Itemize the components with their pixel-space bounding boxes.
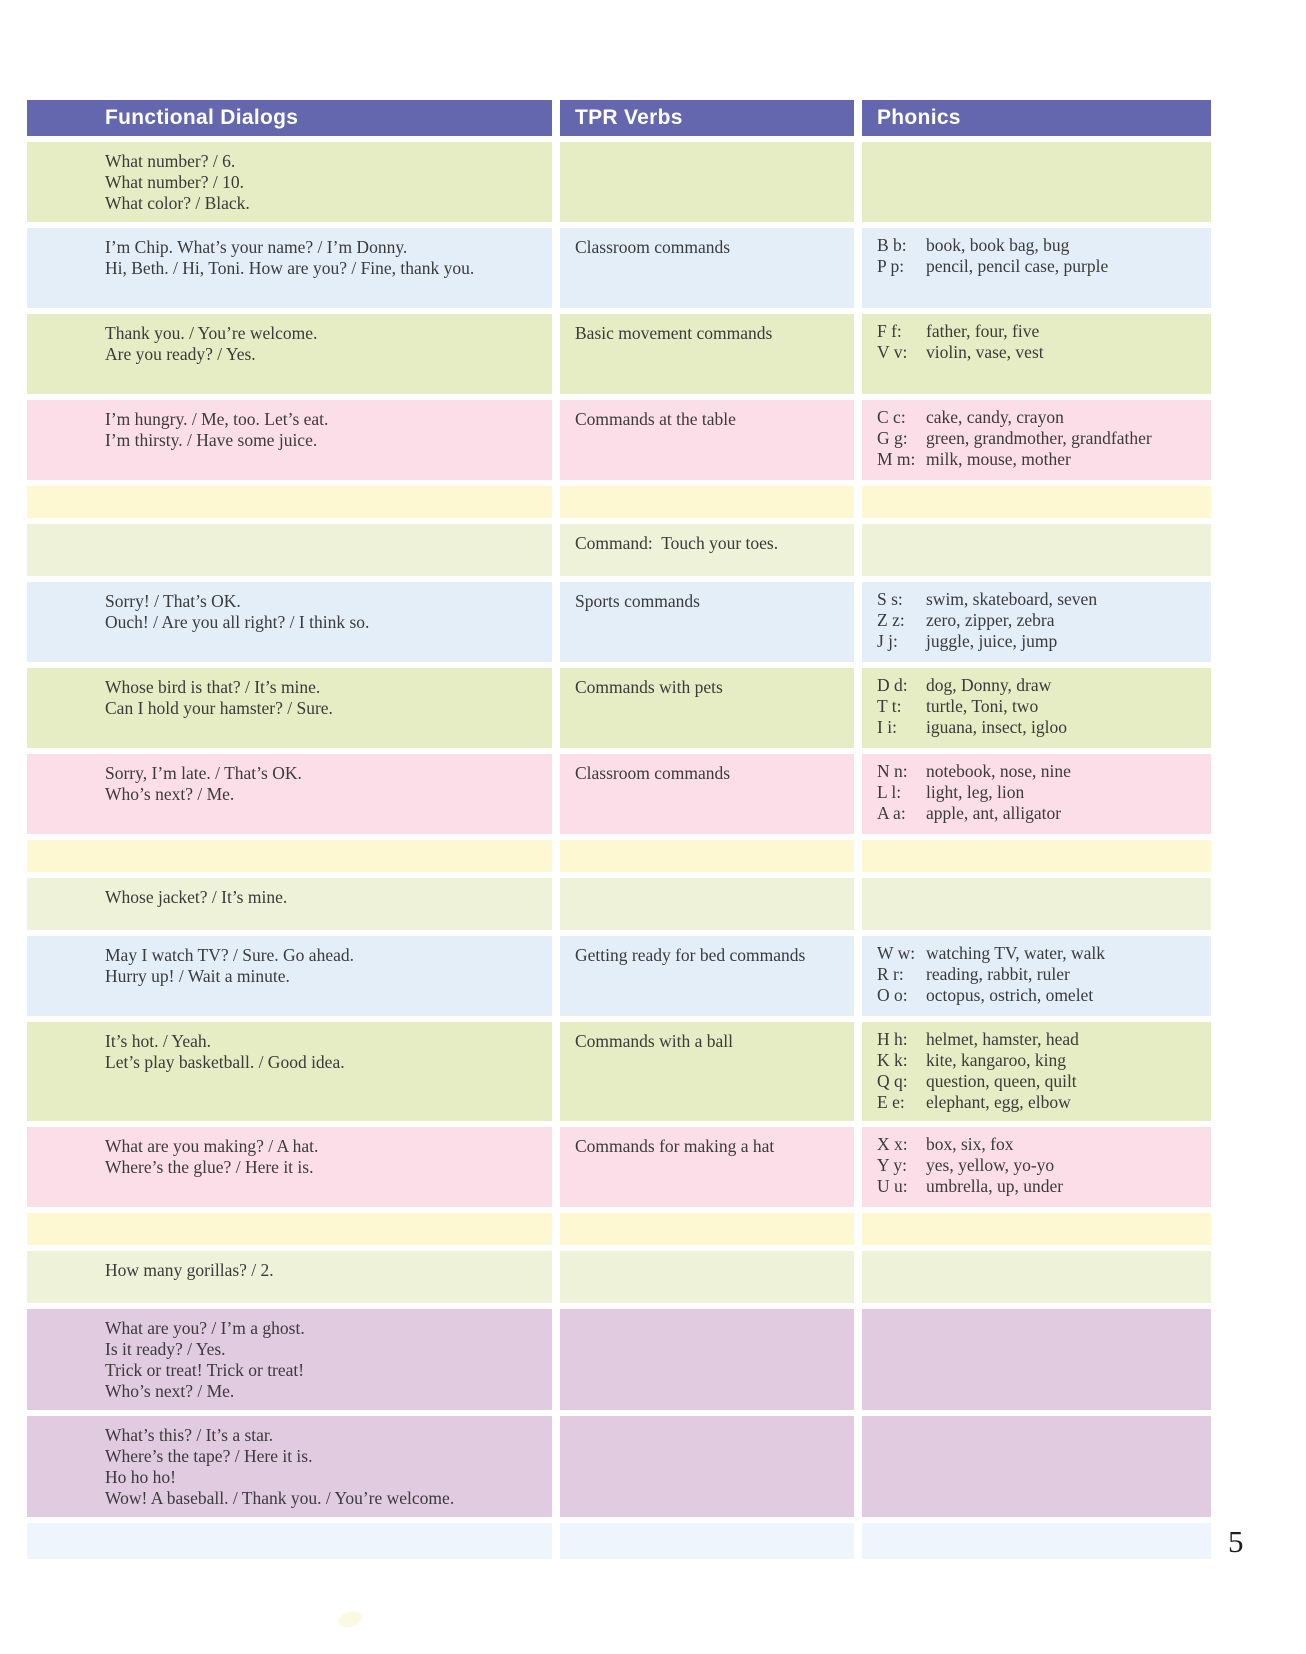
tpr-cell [560,1416,854,1517]
tpr-cell [560,1523,854,1559]
dialog-line: Are you ready? / Yes. [105,344,256,364]
phonics-line [877,631,1205,652]
dialog-line: Ho ho ho! [105,1467,176,1487]
phonics-cell [862,582,1211,662]
tpr-text: Basic movement commands [575,323,773,343]
phonics-words: juggle, juice, jump [926,631,1058,651]
dialog-line: Sorry! / That’s OK. [105,591,241,611]
tpr-cell [560,840,854,872]
dialog-line: Who’s next? / Me. [105,784,235,804]
dialog-line: Where’s the tape? / Here it is. [105,1446,313,1466]
table-header-row [27,100,1211,136]
phonics-words: turtle, Toni, two [926,696,1039,716]
phonics-cell [862,840,1211,872]
phonics-words: octopus, ostrich, omelet [926,985,1094,1005]
phonics-line [877,428,1205,449]
phonics-words: reading, rabbit, ruler [926,964,1070,984]
phonics-letters: E e: [877,1092,905,1112]
phonics-cell [862,524,1211,576]
phonics-letters: H h: [877,1029,908,1049]
dialogs-cell [27,1416,552,1517]
phonics-words: book, book bag, bug [926,235,1070,255]
dialog-line: Whose jacket? / It’s mine. [105,887,288,907]
phonics-line [877,342,1205,363]
phonics-line [877,803,1205,824]
tpr-text: Sports commands [575,591,700,611]
phonics-letters: D d: [877,675,908,695]
dialog-line: Trick or treat! Trick or treat! [105,1360,305,1380]
dialog-line: Let’s play basketball. / Good idea. [105,1052,345,1072]
phonics-words: father, four, five [926,321,1040,341]
table-row [27,1251,1211,1303]
header-tpr-verbs: TPR Verbs [560,100,854,136]
dialogs-cell [27,840,552,872]
dialog-line: What number? / 10. [105,172,244,192]
tpr-cell [560,228,854,308]
table-row [27,1213,1211,1245]
dialog-line: Where’s the glue? / Here it is. [105,1157,314,1177]
phonics-line [877,1155,1205,1176]
dialogs-cell [27,1213,552,1245]
dialogs-cell [27,1309,552,1410]
phonics-letters: P p: [877,256,905,276]
phonics-cell [862,668,1211,748]
phonics-words: notebook, nose, nine [926,761,1071,781]
phonics-words: iguana, insect, igloo [926,717,1067,737]
phonics-line [877,1176,1205,1197]
phonics-line [877,321,1205,342]
phonics-cell [862,314,1211,394]
table-row [27,668,1211,748]
phonics-letters: Y y: [877,1155,907,1175]
phonics-letters: W w: [877,943,916,963]
dialogs-cell [27,400,552,480]
table-row [27,314,1211,394]
tpr-cell [560,1022,854,1121]
phonics-line [877,235,1205,256]
phonics-cell [862,1416,1211,1517]
table-row [27,1309,1211,1410]
table-row [27,228,1211,308]
dialog-line: Who’s next? / Me. [105,1381,235,1401]
phonics-words: umbrella, up, under [926,1176,1064,1196]
dialog-line: It’s hot. / Yeah. [105,1031,211,1051]
phonics-letters: Z z: [877,610,905,630]
phonics-words: apple, ant, alligator [926,803,1062,823]
table-row [27,936,1211,1016]
table-row [27,486,1211,518]
dialog-line: I’m Chip. What’s your name? / I’m Donny. [105,237,408,257]
table-row [27,754,1211,834]
tpr-cell [560,524,854,576]
phonics-words: cake, candy, crayon [926,407,1064,427]
phonics-words: light, leg, lion [926,782,1025,802]
tpr-cell [560,668,854,748]
table-row [27,524,1211,576]
dialogs-cell [27,1022,552,1121]
phonics-cell [862,486,1211,518]
table-row [27,582,1211,662]
phonics-letters: I i: [877,717,897,737]
phonics-line [877,782,1205,803]
phonics-letters: A a: [877,803,906,823]
phonics-line [877,675,1205,696]
tpr-text: Commands at the table [575,409,736,429]
phonics-letters: X x: [877,1134,908,1154]
phonics-cell [862,1523,1211,1559]
table-row [27,1416,1211,1517]
tpr-cell [560,754,854,834]
phonics-letters: V v: [877,342,908,362]
phonics-letters: G g: [877,428,908,448]
scope-sequence-table [27,100,1211,1565]
dialogs-cell [27,228,552,308]
phonics-letters: K k: [877,1050,908,1070]
tpr-cell [560,1251,854,1303]
phonics-line [877,1050,1205,1071]
dialog-line: May I watch TV? / Sure. Go ahead. [105,945,354,965]
phonics-line [877,696,1205,717]
phonics-words: green, grandmother, grandfather [926,428,1152,448]
phonics-letters: R r: [877,964,904,984]
dialog-line: I’m hungry. / Me, too. Let’s eat. [105,409,329,429]
dialog-line: Can I hold your hamster? / Sure. [105,698,333,718]
header-phonics: Phonics [862,100,1211,136]
phonics-line [877,256,1205,277]
print-artifact-speck [336,1609,363,1631]
table-body [27,142,1211,1559]
header-functional-dialogs: Functional Dialogs [27,100,552,136]
tpr-text: Getting ready for bed commands [575,945,806,965]
phonics-words: box, six, fox [926,1134,1014,1154]
tpr-cell [560,314,854,394]
phonics-cell [862,1251,1211,1303]
tpr-cell [560,400,854,480]
phonics-words: violin, vase, vest [926,342,1044,362]
phonics-line [877,449,1205,470]
dialog-line: Is it ready? / Yes. [105,1339,226,1359]
dialogs-cell [27,1251,552,1303]
table-row [27,142,1211,222]
phonics-words: milk, mouse, mother [926,449,1071,469]
tpr-cell [560,486,854,518]
phonics-line [877,1092,1205,1113]
table-row [27,1523,1211,1559]
phonics-words: watching TV, water, walk [926,943,1105,963]
dialog-line: What’s this? / It’s a star. [105,1425,274,1445]
table-row [27,1022,1211,1121]
dialogs-cell [27,668,552,748]
phonics-line [877,1134,1205,1155]
tpr-text: Commands for making a hat [575,1136,775,1156]
dialog-line: Whose bird is that? / It’s mine. [105,677,321,697]
dialogs-cell [27,486,552,518]
phonics-cell [862,1309,1211,1410]
phonics-letters: M m: [877,449,916,469]
phonics-letters: T t: [877,696,902,716]
phonics-line [877,1071,1205,1092]
tpr-text: Commands with pets [575,677,723,697]
phonics-words: pencil, pencil case, purple [926,256,1109,276]
phonics-cell [862,142,1211,222]
tpr-cell [560,1127,854,1207]
dialog-line: Thank you. / You’re welcome. [105,323,318,343]
phonics-words: zero, zipper, zebra [926,610,1055,630]
phonics-letters: U u: [877,1176,908,1196]
table-row [27,1127,1211,1207]
phonics-letters: C c: [877,407,906,427]
phonics-words: yes, yellow, yo-yo [926,1155,1055,1175]
dialogs-cell [27,524,552,576]
phonics-letters: S s: [877,589,903,609]
phonics-letters: F f: [877,321,902,341]
phonics-letters: N n: [877,761,908,781]
phonics-letters: L l: [877,782,902,802]
phonics-line [877,589,1205,610]
phonics-words: dog, Donny, draw [926,675,1052,695]
dialogs-cell [27,314,552,394]
tpr-text: Commands with a ball [575,1031,733,1051]
phonics-cell [862,1127,1211,1207]
dialog-line: Ouch! / Are you all right? / I think so. [105,612,370,632]
phonics-line [877,985,1205,1006]
phonics-cell [862,754,1211,834]
tpr-text: Classroom commands [575,237,731,257]
table-row [27,400,1211,480]
dialog-line: Wow! A baseball. / Thank you. / You’re welcome. [105,1488,455,1508]
phonics-cell [862,400,1211,480]
dialogs-cell [27,142,552,222]
dialog-line: What are you? / I’m a ghost. [105,1318,305,1338]
page-number: 5 [1228,1524,1244,1559]
table-row [27,840,1211,872]
tpr-text: Command: Touch your toes. [575,533,779,553]
phonics-line [877,610,1205,631]
tpr-cell [560,582,854,662]
tpr-cell [560,142,854,222]
dialog-line: Hurry up! / Wait a minute. [105,966,290,986]
dialog-line: Sorry, I’m late. / That’s OK. [105,763,302,783]
tpr-cell [560,1309,854,1410]
phonics-words: kite, kangaroo, king [926,1050,1066,1070]
phonics-cell [862,228,1211,308]
phonics-words: helmet, hamster, head [926,1029,1079,1049]
dialog-line: I’m thirsty. / Have some juice. [105,430,318,450]
dialogs-cell [27,936,552,1016]
dialog-line: What number? / 6. [105,151,236,171]
phonics-letters: Q q: [877,1071,908,1091]
dialog-line: Hi, Beth. / Hi, Toni. How are you? / Fine, thank you. [105,258,475,278]
table-row [27,878,1211,930]
dialogs-cell [27,754,552,834]
dialogs-cell [27,1127,552,1207]
dialog-line: What color? / Black. [105,193,250,213]
phonics-line [877,407,1205,428]
phonics-cell [862,936,1211,1016]
phonics-words: elephant, egg, elbow [926,1092,1071,1112]
phonics-line [877,1029,1205,1050]
tpr-text: Classroom commands [575,763,731,783]
phonics-line [877,717,1205,738]
phonics-letters: B b: [877,235,907,255]
phonics-cell [862,1022,1211,1121]
phonics-line [877,761,1205,782]
phonics-letters: J j: [877,631,898,651]
dialog-line: What are you making? / A hat. [105,1136,319,1156]
phonics-words: swim, skateboard, seven [926,589,1098,609]
phonics-cell [862,878,1211,930]
dialogs-cell [27,582,552,662]
tpr-cell [560,878,854,930]
tpr-cell [560,936,854,1016]
phonics-line [877,964,1205,985]
dialogs-cell [27,1523,552,1559]
phonics-cell [862,1213,1211,1245]
dialogs-cell [27,878,552,930]
phonics-words: question, queen, quilt [926,1071,1077,1091]
phonics-letters: O o: [877,985,908,1005]
phonics-line [877,943,1205,964]
tpr-cell [560,1213,854,1245]
dialog-line: How many gorillas? / 2. [105,1260,274,1280]
